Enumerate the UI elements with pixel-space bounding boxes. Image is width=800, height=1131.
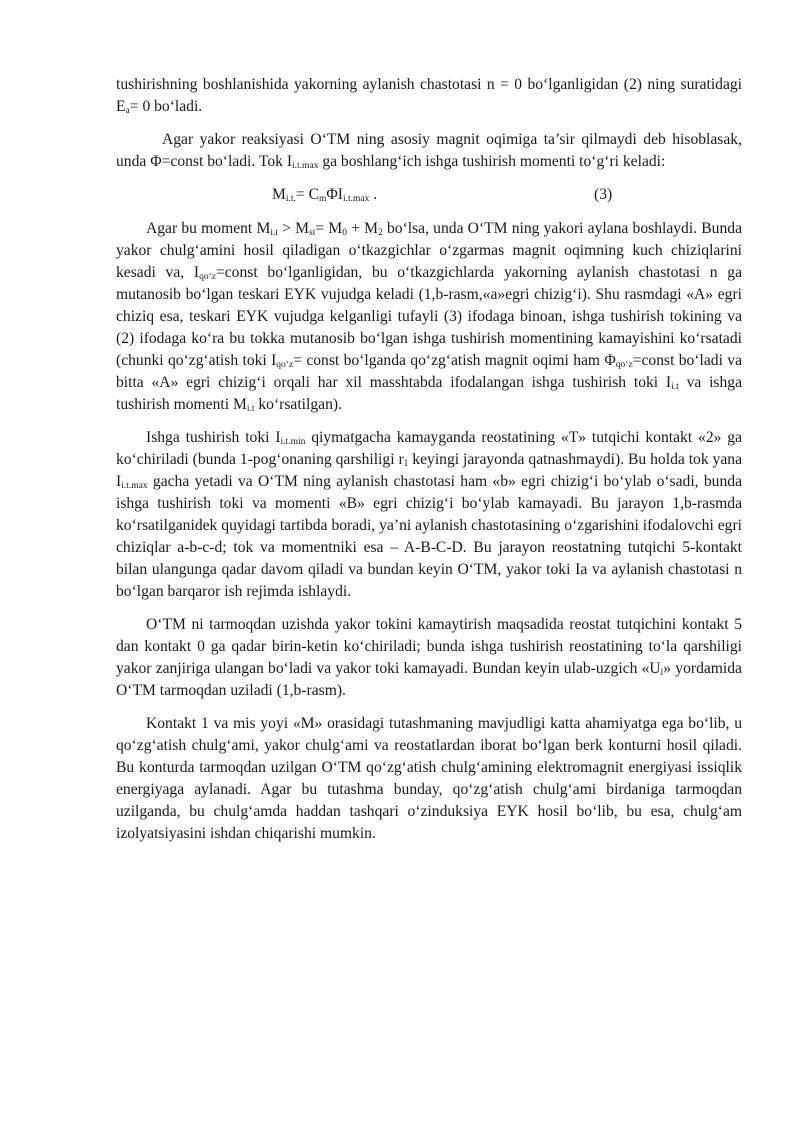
paragraph-5: O‘TM ni tarmoqdan uzishda yakor tokini kamaytirish maqsadida reostat tutqichini kontakt 5 dan kontakt 0 ga qadar birin-ketin ko‘chiriladi; bunda ishga tushirish reostatining to‘la qarshiligi yakor zanjiriga ulangan bo‘ladi va yakor toki kamayadi. Bundan keyin ulab-uzgich «$U_l$» yordamida O‘TM tarmoqdan uziladi (1,b-rasm). — [116, 616, 742, 699]
paragraph-4: Ishga tushirish toki $I_{i.t.min}$ qiymatgacha kamayganda reostatining «T» tutqichi kontakt «2» ga ko‘chiriladi (bunda 1-pog‘onaning qarshiligi $r_1$ keyingi jarayonda qatnashmaydi). Bu holda tok yana $I_{i.t.max}$ gacha yetadi va O‘TM ning aylanish chastotasi ham «b» egri chizig‘i bo‘ylab o‘sadi, bunda ishga tushirish toki va momenti «B» egri chizig‘i bo‘ylab kamayadi. Bu jarayon 1,b-rasmda ko‘rsatilganidek quyidagi tartibda boradi, ya’ni aylanish chastotasining o‘zgarishini ifodalovchi egri chiziqlar a-b-c-d; tok va momentniki esa – A-B-C-D. Bu jarayon reostatning tutqichi 5-kontakt bilan ulangunga qadar davom qiladi va bundan keyin O‘TM, yakor toki Ia va aylanish chastotasi n bo‘lgan barqaror ish rejimda ishlaydi. — [116, 429, 742, 600]
paragraph-2: Agar yakor reaksiyasi O‘TM ning asosiy magnit oqimiga ta’sir qilmaydi deb hisoblasak, unda Φ=const bo‘ladi. Tok $I_{i.t.max}$ ga boshlang‘ich ishga tushirish momenti to‘g‘ri keladi: — [116, 131, 742, 171]
paragraph-1: tushirishning boshlanishida yakorning aylanish chastotasi n = 0 bo‘lganligidan (2) ning suratidagi $E_a= 0$ bo‘ladi. — [116, 76, 742, 116]
formula-expression: $M_{i.t.}= C_m\Phi I_{i.t.max}$ . — [272, 186, 378, 204]
formula-number: (3) — [594, 186, 613, 203]
document-page — [116, 74, 742, 856]
paragraph-3: Agar bu moment $M_{i.t} > M_{st}= M_0 + M_2$ bo‘lsa, unda O‘TM ning yakori aylana boshlaydi. Bunda yakor chulg‘amini hosil qiladigan o‘tkazgichlar o‘zgarmas magnit oqimning kuch chiziqlarini kesadi va, $I_{qo‘z}=const$ bo‘lganligidan, bu o‘tkazgichlarda yakorning aylanish chastotasi n ga mutanosib bo‘lgan teskari EYK vujudga keladi (1,b-rasm,«a»egri chizig‘i). Shu rasmdagi «A» egri chiziq esa, teskari EYK vujudga kelganligi tufayli (3) ifodaga binoan, ishga tushirish tokining va (2) ifodaga ko‘ra bu tokka mutanosib bo‘lgan ishga tushirish momentining kamayishini ko‘rsatadi (chunki qo‘zg‘atish toki $I_{qo‘z}=$ const bo‘lganda qo‘zg‘atish magnit oqimi ham $\Phi_{qo‘z}=const$ bo‘ladi va bitta «A» egri chizig‘i orqali har xil masshtabda ifodalangan ishga tushirish toki $I_{i.t}$ va ishga tushirish momenti $M_{i.t}$ ko‘rsatilgan). — [116, 220, 742, 414]
paragraph-6: Kontakt 1 va mis yoyi «M» orasidagi tutashmaning mavjudligi katta ahamiyatga ega bo‘lib, u qo‘zg‘atish chulg‘ami, yakor chulg‘ami va reostatlardan iborat bo‘lgan berk konturni hosil qiladi. Bu konturda tarmoqdan uzilgan O‘TM qo‘zg‘atish chulg‘amining elektromagnit energiyasi issiqlik energiyaga aylanadi. Agar bu tutashma bunday, qo‘zg‘atish chulg‘ami birdaniga tarmoqdan uzilganda, bu chulg‘amda haddan tashqari o‘zinduksiya EYK hosil bo‘lib, bu esa, chulg‘am izolyatsiyasini ishdan chiqarishi mumkin. — [116, 715, 742, 842]
formula-3 — [116, 184, 742, 206]
